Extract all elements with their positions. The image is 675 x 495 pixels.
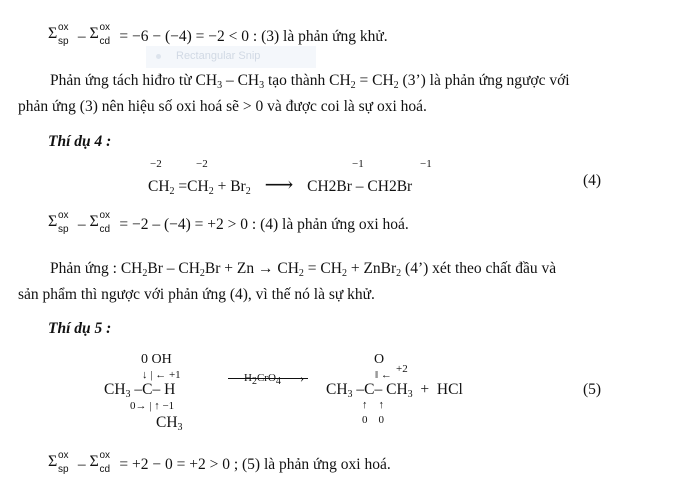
reactant-main: $CH_3$ –C– H — [104, 381, 176, 400]
product-up-arrows: ↑ ↑ — [362, 399, 384, 411]
product-main: $CH_3$ –C– $CH_3$ + HCl — [326, 381, 463, 400]
sigma-sp: Σ ox sp — [48, 22, 69, 48]
example-5-title: Thí dụ 5 : — [48, 320, 112, 337]
paragraph-1-line-1: Phản ứng tách hiđro từ $CH_3 - CH_3$ tạo thành $CH_2 = CH_2$ (3’) là phản ứng ngược với — [50, 72, 570, 91]
equation-3-sum: Σ ox sp – Σ ox cd = −6 − (−4) = −2 < 0 : (3) là phản ứng khử. — [48, 22, 388, 48]
reactant-arrows: ↓ | ← +1 — [142, 369, 181, 381]
paragraph-1-line-2: phản ứng (3) nên hiệu số oxi hoá sẽ > 0 và được coi là sự oxi hoá. — [18, 98, 427, 115]
sigma-cd: Σ ox cd — [89, 210, 111, 236]
sigma-cd: Σ ox cd — [89, 450, 111, 476]
reaction-arrow-head: › — [300, 371, 304, 385]
equation-4-sum: Σ ox sp – Σ ox cd = −2 – (−4) = +2 > 0 : (4) là phản ứng oxi hoá. — [48, 210, 409, 236]
snip-dot-icon — [156, 54, 161, 59]
reactant-bottom-arrows: 0→ | ↑ −1 — [130, 400, 175, 412]
equation-5-sum: Σ ox sp – Σ ox cd = +2 − 0 = +2 > 0 ; (5) là phản ứng oxi hoá. — [48, 450, 391, 476]
reaction-arrow — [228, 378, 308, 379]
rectangular-snip-overlay — [146, 46, 316, 68]
ox-number: −1 — [420, 158, 432, 170]
product-oxygen: O — [374, 352, 385, 367]
sigma-cd: Σ ox cd — [89, 22, 111, 48]
paragraph-2-line-2: sản phẩm thì ngược với phản ứng (4), vì thế nó là sự khử. — [18, 286, 375, 303]
sigma-sp: Σ ox sp — [48, 450, 69, 476]
reaction-5-number: (5) — [583, 381, 602, 398]
product-ox: +2 — [396, 363, 408, 375]
example-4-title: Thí dụ 4 : — [48, 133, 112, 150]
reagent: $H_2CrO_4$ — [244, 372, 281, 387]
reaction-4: $CH_2 =CH_2 + Br_2$ ⟶ CH2Br – CH2Br — [148, 174, 413, 197]
ox-number: −2 — [150, 158, 162, 170]
reactant-top: 0 OH — [141, 352, 172, 367]
product-zeros: 0 0 — [362, 414, 384, 426]
reactant-bottom: $CH_3$ — [156, 414, 183, 433]
ox-number: −2 — [196, 158, 208, 170]
ox-number: −1 — [352, 158, 364, 170]
snip-label: Rectangular Snip — [176, 50, 261, 62]
product-bond: ‖ ← — [375, 369, 392, 381]
sigma-sp: Σ ox sp — [48, 210, 69, 236]
paragraph-2-line-1: Phản ứng : $CH_2Br - CH_2Br + Zn \to CH_2 = CH_2$ + ZnBr$_2$ (4’) xét theo chất đầu và — [50, 260, 557, 279]
reaction-4-number: (4) — [583, 172, 602, 189]
